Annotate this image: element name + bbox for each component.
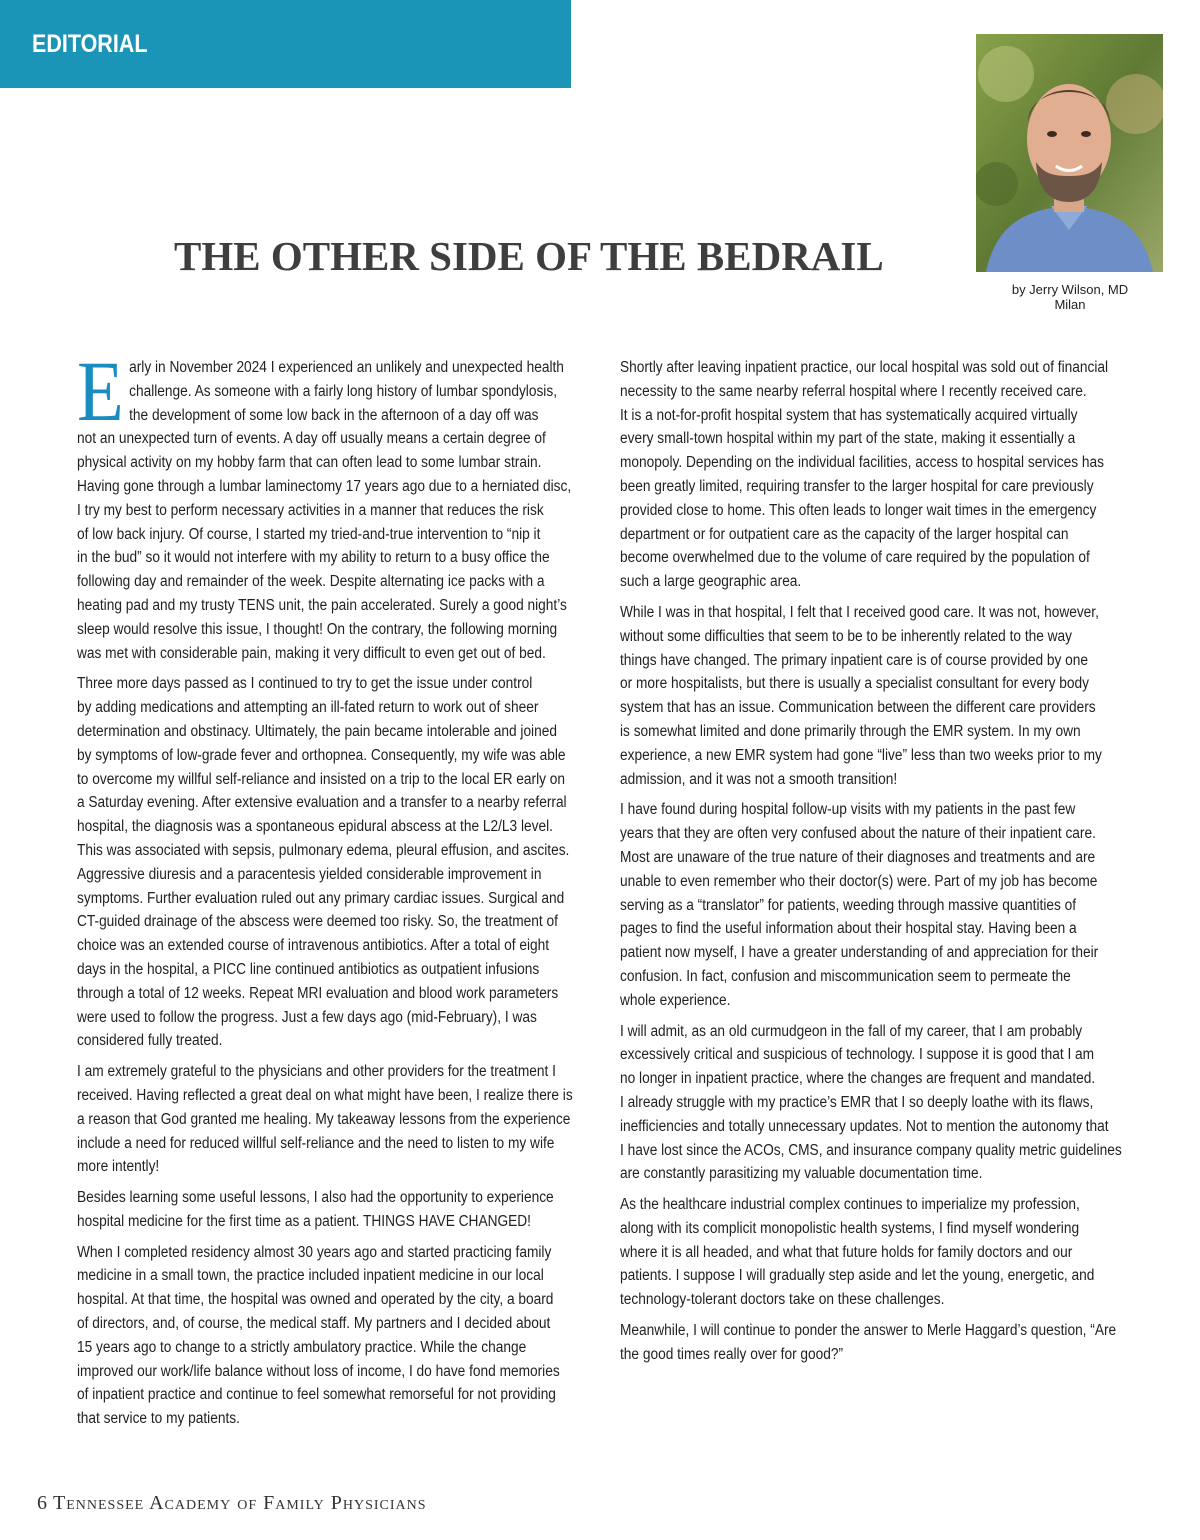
text-line: become overwhelmed due to the volume of care required by the population of xyxy=(620,549,1090,567)
text-line: confusion. In fact, confusion and miscommunication seem to permeate the xyxy=(620,967,1071,985)
text-line: were used to follow the progress. Just a few days ago (mid-February), I was xyxy=(77,1008,537,1026)
text-line: was met with considerable pain, making it very difficult to even get out of bed. xyxy=(77,644,546,662)
text-line: where it is all headed, and what that future holds for family doctors and our xyxy=(620,1243,1073,1261)
text-line: arly in November 2024 I experienced an unlikely and unexpected health xyxy=(129,359,564,376)
text-line: such a large geographic area. xyxy=(620,573,802,591)
text-line: admission, and it was not a smooth transition! xyxy=(620,770,898,788)
text-line: physical activity on my hobby farm that can often lead to some lumbar strain. xyxy=(77,454,542,472)
paragraph xyxy=(620,1319,1130,1367)
text-line: of inpatient practice and continue to feel somewhat remorseful for not providing xyxy=(77,1386,556,1404)
article-title: THE OTHER SIDE OF THE BEDRAIL xyxy=(174,233,884,279)
text-line: Having gone through a lumbar laminectomy 17 years ago due to a herniated disc, xyxy=(77,477,572,495)
text-line: As the healthcare industrial complex continues to imperialize my profession, xyxy=(620,1196,1080,1214)
text-line: Aggressive diuresis and a paracentesis yielded considerable improvement in xyxy=(77,865,542,883)
author-portrait-illustration xyxy=(976,34,1163,272)
text-line: Meanwhile, I will continue to ponder the answer to Merle Haggard’s question, “Are xyxy=(620,1322,1117,1340)
text-line: without some difficulties that seem to be to be inherently related to the way xyxy=(620,627,1073,645)
text-line: along with its complicit monopolistic health systems, I find myself wondering xyxy=(620,1219,1080,1237)
paragraph xyxy=(77,1060,585,1179)
text-line: I will admit, as an old curmudgeon in the fall of my career, that I am probably xyxy=(620,1022,1083,1040)
text-line: While I was in that hospital, I felt that I received good care. It was not, however, xyxy=(620,603,1099,621)
paragraph xyxy=(620,1193,1130,1312)
byline-location: Milan xyxy=(1054,297,1086,312)
text-line: to overcome my willful self-reliance and insisted on a trip to the local ER early on xyxy=(77,770,566,788)
text-line: every small-town hospital within my part of the state, making it essentially a xyxy=(620,430,1076,448)
text-line: choice was an extended course of intravenous antibiotics. After a total of eight xyxy=(77,937,550,955)
text-line: days in the hospital, a PICC line continued antibiotics as outpatient infusions xyxy=(77,960,540,978)
section-label: EDITORIAL xyxy=(32,30,148,58)
text-line: serving as a “translator” for patients, weeding through massive quantities of xyxy=(620,896,1077,914)
text-line: been greatly limited, requiring transfer to the larger hospital for care previously xyxy=(620,477,1094,495)
text-line: I try my best to perform necessary activities in a manner that reduces the risk xyxy=(77,501,544,519)
text-line: that service to my patients. xyxy=(77,1410,240,1428)
paragraph xyxy=(620,356,1130,594)
text-line: hospital, the diagnosis was a spontaneous epidural abscess at the L2/L3 level. xyxy=(77,818,553,836)
text-line: not an unexpected turn of events. A day off usually means a certain degree of xyxy=(77,430,546,448)
text-line: is somewhat limited and done primarily through the EMR system. In my own xyxy=(620,722,1081,740)
text-line: improved our work/life balance without loss of income, I do have fond memories xyxy=(77,1362,560,1380)
byline xyxy=(990,282,1150,312)
paragraph xyxy=(77,343,585,665)
text-line: things have changed. The primary inpatient care is of course provided by one xyxy=(620,651,1089,669)
text-line: I already struggle with my practice’s EMR that I so deeply loathe with its flaws, xyxy=(620,1093,1094,1111)
text-line: monopoly. Depending on the individual facilities, access to hospital services has xyxy=(620,454,1105,472)
text-line: heating pad and my trusty TENS unit, the pain accelerated. Surely a good night’s xyxy=(77,596,567,614)
text-line: technology-tolerant doctors take on these challenges. xyxy=(620,1291,945,1309)
paragraph xyxy=(620,601,1130,791)
text-line: through a total of 12 weeks. Repeat MRI evaluation and blood work parameters xyxy=(77,984,559,1002)
section-banner xyxy=(0,0,571,88)
text-line: of directors, and, of course, the medical staff. My partners and I decided about xyxy=(77,1315,551,1333)
text-line: are constantly parasitizing my valuable documentation time. xyxy=(620,1165,983,1183)
text-line: the development of some low back in the afternoon of a day off was xyxy=(129,406,539,424)
text-line: Shortly after leaving inpatient practice, our local hospital was sold out of financial xyxy=(620,359,1109,376)
text-line: department or for outpatient care as the capacity of the larger hospital can xyxy=(620,525,1069,543)
drop-cap: E xyxy=(77,343,124,439)
text-line: following day and remainder of the week. Despite alternating ice packs with a xyxy=(77,573,545,591)
right-column xyxy=(620,356,1132,1374)
text-line: necessity to the same nearby referral hospital where I recently received care. xyxy=(620,382,1087,400)
paragraph xyxy=(77,1186,585,1234)
text-line: medicine in a small town, the practice included inpatient medicine in our local xyxy=(77,1267,544,1285)
text-line: in the bud” so it would not interfere with my ability to return to a busy office the xyxy=(77,549,550,567)
text-line: unable to even remember who their doctor(s) were. Part of my job has become xyxy=(620,872,1098,890)
text-line: I have found during hospital follow-up visits with my patients in the past few xyxy=(620,801,1076,819)
text-line: This was associated with sepsis, pulmonary edema, pleural effusion, and ascites. xyxy=(77,841,570,859)
text-line: inefficiencies and totally unnecessary updates. Not to mention the autonomy that xyxy=(620,1117,1109,1135)
text-line: system that has an issue. Communication between the different care providers xyxy=(620,699,1096,717)
text-line: symptoms. Further evaluation ruled out any primary cardiac issues. Surgical and xyxy=(77,889,565,907)
text-line: I am extremely grateful to the physicians and other providers for the treatment I xyxy=(77,1063,556,1081)
text-line: hospital. At that time, the hospital was owned and operated by the city, a board xyxy=(77,1291,554,1309)
paragraph xyxy=(620,1020,1130,1187)
text-line: include a need for reduced willful self-reliance and the need to listen to my wife xyxy=(77,1134,555,1152)
text-line: determination and obstinacy. Ultimately, the pain became intolerable and joined xyxy=(77,722,557,740)
publication-name: Tennessee Academy of Family Physicians xyxy=(53,1492,427,1514)
text-line: received. Having reflected a great deal on what might have been, I realize there is xyxy=(77,1086,573,1104)
text-line: years that they are often very confused about the nature of their inpatient care. xyxy=(620,825,1096,843)
left-column xyxy=(77,343,587,1438)
paragraph xyxy=(620,798,1130,1012)
text-line: by adding medications and attempting an ill-fated return to work out of sheer xyxy=(77,699,539,717)
paragraph xyxy=(77,1241,585,1431)
text-line: hospital medicine for the first time as a patient. THINGS HAVE CHANGED! xyxy=(77,1212,531,1230)
text-line: Most are unaware of the true nature of their diagnoses and treatments and are xyxy=(620,848,1096,866)
page-number: 6 xyxy=(37,1492,47,1514)
text-line: Three more days passed as I continued to try to get the issue under control xyxy=(77,675,533,693)
text-line: a Saturday evening. After extensive evaluation and a transfer to a nearby referral xyxy=(77,794,567,812)
text-line: Besides learning some useful lessons, I also had the opportunity to experience xyxy=(77,1189,554,1207)
author-photo xyxy=(976,34,1163,272)
text-line: of low back injury. Of course, I started my tried-and-true intervention to “nip it xyxy=(77,525,541,543)
text-line: whole experience. xyxy=(620,991,731,1009)
text-line: sleep would resolve this issue, I thought! On the contrary, the following morning xyxy=(77,620,558,638)
text-line: I have lost since the ACOs, CMS, and insurance company quality metric guidelines xyxy=(620,1141,1122,1159)
text-line: patients. I suppose I will gradually step aside and let the young, energetic, and xyxy=(620,1267,1095,1285)
text-line: excessively critical and suspicious of technology. I suppose it is good that I am xyxy=(620,1046,1095,1064)
text-line: pages to find the useful information about their hospital stay. Having been a xyxy=(620,920,1077,938)
text-line: no longer in inpatient practice, where the changes are frequent and mandated. xyxy=(620,1070,1096,1088)
paragraph xyxy=(77,672,585,1053)
text-line: When I completed residency almost 30 years ago and started practicing family xyxy=(77,1243,552,1261)
page-footer xyxy=(37,1492,427,1515)
text-line: the good times really over for good?” xyxy=(620,1345,844,1363)
text-line: by symptoms of low-grade fever and orthopnea. Consequently, my wife was able xyxy=(77,746,566,764)
text-line: provided close to home. This often leads to longer wait times in the emergency xyxy=(620,501,1097,519)
text-line: It is a not-for-profit hospital system that has systematically acquired virtually xyxy=(620,406,1078,424)
text-line: patient now myself, I have a greater understanding of and appreciation for their xyxy=(620,944,1099,962)
text-line: more intently! xyxy=(77,1158,160,1176)
text-line: CT-guided drainage of the abscess were deemed too risky. So, the treatment of xyxy=(77,913,558,931)
text-line: 15 years ago to change to a strictly ambulatory practice. While the change xyxy=(77,1338,527,1356)
text-line: a reason that God granted me healing. My takeaway lessons from the experience xyxy=(77,1110,571,1128)
text-line: considered fully treated. xyxy=(77,1032,223,1050)
text-line: challenge. As someone with a fairly long history of lumbar spondylosis, xyxy=(129,382,558,400)
byline-author: by Jerry Wilson, MD xyxy=(1011,282,1129,297)
text-line: experience, a new EMR system had gone “live” less than two weeks prior to my xyxy=(620,746,1102,764)
text-line: or more hospitalists, but there is usually a specialist consultant for every body xyxy=(620,675,1090,693)
